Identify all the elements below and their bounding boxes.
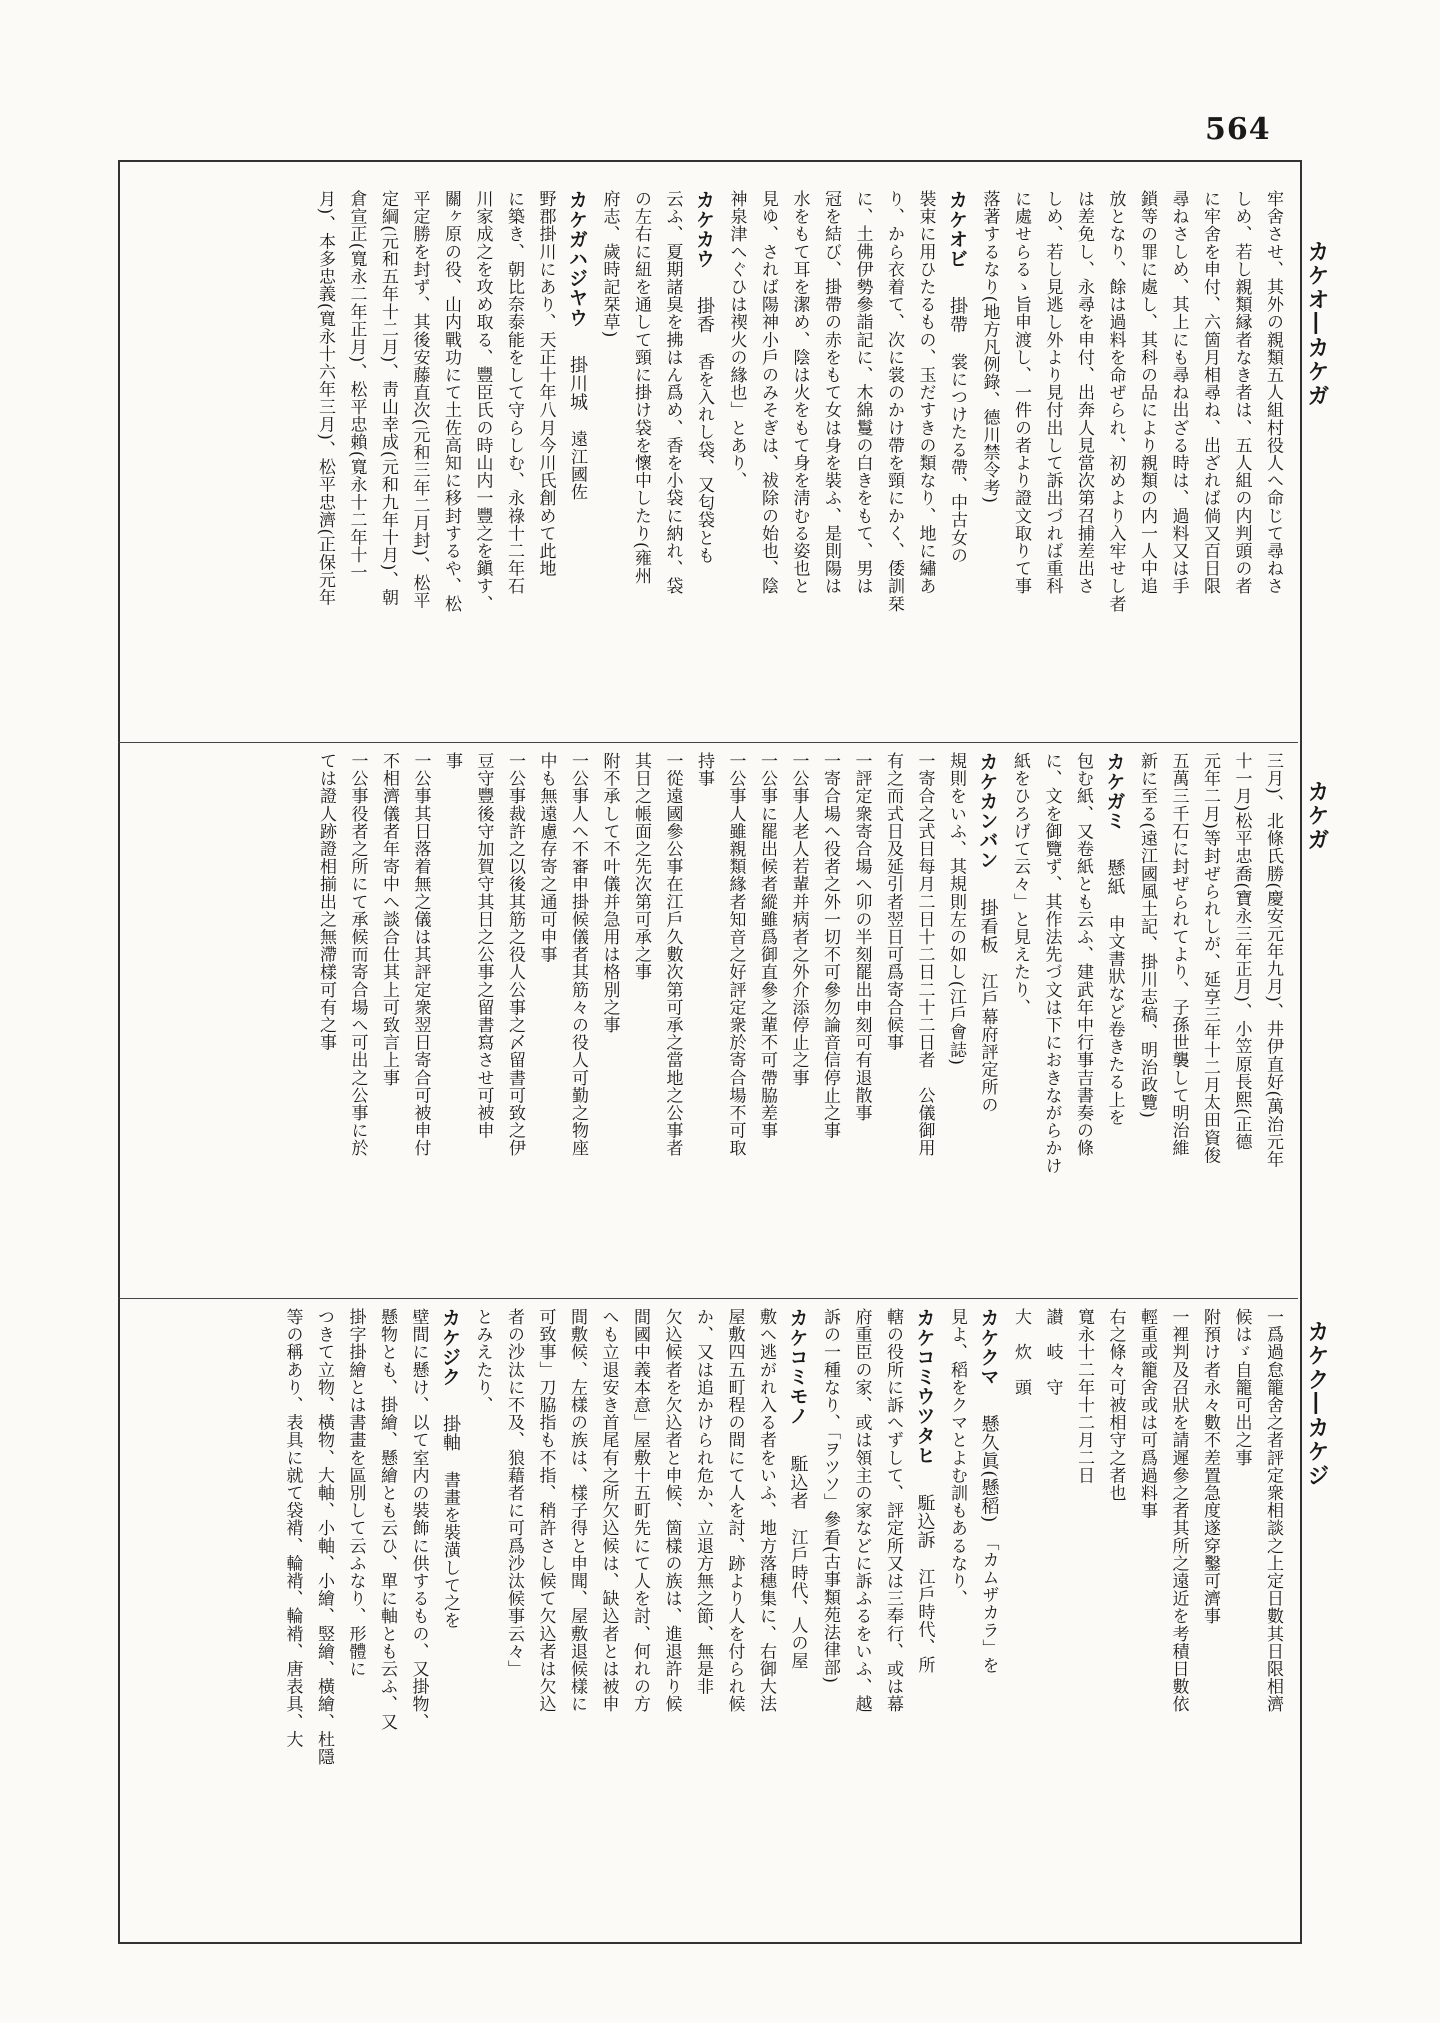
entry-definition-start: 香を入れし袋、又匂袋とも [694,352,714,565]
text-line: 放となり、餘は過料を命ぜられ、初めより入牢せし者 [1105,190,1126,613]
text-tier-2 [128,752,1288,1292]
text-line: 平定勝を封ず、其後安藤直次(元和三年二月封)、松平 [409,190,430,610]
text-line: 懸物とも、掛繪、懸繪とも云ひ、單に軸とも云ふ、又 [377,1308,397,1731]
text-line: 野郡掛川にあり、天正十年八月今川氏創めて此地 [535,190,556,578]
text-tier-3 [128,1308,1288,1930]
text-line: 間國中義本意」屋敷十五町先にて人を討、何れの方 [630,1308,650,1713]
text-line: に處せらるゝ旨申渡し、一件の者より證文取りて事 [1011,190,1031,595]
text-line: 十一月)松平忠喬(寶永三年正月)、小笠原長熙(正德 [1231,752,1252,1151]
entry-kanji: 掛川城 [567,337,588,431]
text-line: か、又は追かけられ危か、立退方無之節、無是非 [693,1308,713,1696]
entry-kanji: 懸紙 [1104,840,1126,915]
text-line: 候はゞ自籠可出之事 [1231,1308,1252,1467]
text-line: 一爲過怠籠舍之者評定衆相談之上定日數其日限相濟 [1263,1308,1283,1713]
text-line: 鎖等の罪に處し、其科の品により親類の内一人中追 [1137,190,1157,595]
text-line: 一公事役者之所にて承候而寄合場へ可出之公事に於 [347,752,368,1157]
entry-definition-start: 江戶幕府評定所の [977,972,998,1114]
text-line: 一寄合之式日每月二日十二日二十二日者 公儀御用 [914,752,935,1157]
page-number: 564 [1205,112,1271,147]
entry-kanji: 掛軸 [440,1396,461,1471]
text-line: 一裡判及召狀を請遲參之者其所之遠近を考積日數依 [1168,1308,1189,1713]
text-line: 牢舍させ、其外の親類五人組村役人へ命じて尋ねさ [1263,190,1283,595]
entry-definition-start: 遠江國佐 [567,430,587,501]
text-line: 府重臣の家、或は領主の家などに訴ふるをいふ、越 [851,1308,872,1713]
text-line: 五萬三千石に封ぜられてより、子孫世襲して明治維 [1168,752,1189,1157]
entry-headword: カケコミウツタヒ [913,1308,936,1465]
text-line: 事 [442,752,462,770]
entry-definition-start: 裳につけたる帶、中古女の [947,352,967,565]
text-line: 附不承して不叶儀并急用は格別之事 [599,752,620,1034]
text-line: 持事 [694,752,714,788]
text-line: 一從遠國參公事在江戶久數次第可承之當地之公事者 [662,752,683,1157]
entry-headline [972,1308,1005,1930]
entry-headword: カケカウ [693,190,715,269]
text-line: に、文を御覽ず、其作法先づ文は下におきながらかけ [1041,752,1062,1175]
entry-headword: カケクマ [977,1308,1000,1387]
text-line: 中も無遠慮存寄之通可申事 [536,752,557,964]
text-line: 訴の一種なり、「ヲツソ」參看(古事類苑法律部) [820,1308,840,1684]
entry-definition-start: 江戶時代、人の屋 [787,1528,808,1670]
text-line: 可致事」刀脇指も不指、稍許さし候て欠込者は欠込 [535,1308,556,1713]
text-line: ては證人跡證相揃出之無滯樣可有之事 [316,752,336,1052]
text-line: に牢舍を申付、六箇月相尋ね、出ざれば倘又百日限 [1200,190,1220,595]
entry-headline [908,1308,941,1930]
entry-headline [1098,752,1131,1292]
text-line: の左右に紐を通して頸に掛け袋を懷中したり(雍州 [631,190,651,585]
text-line: 定綱(元和五年十二月)、靑山幸成(元和九年十月)、朝 [378,190,398,607]
text-line: 不相濟儀者年寄中へ談合仕其上可致言上事 [379,752,399,1087]
text-line: 讃 岐 守 [1042,1308,1063,1396]
text-line: り、から衣着て、次に裳のかけ帶を頸にかく、倭訓栞 [884,190,904,613]
text-line: しめ、若し見逃し外より見付出して訴出づれば重科 [1042,190,1063,595]
entry-kanji: 掛帶 [947,278,968,353]
entry-kanji: 掛香 [694,278,715,353]
entry-headline [971,752,1004,1292]
text-line: 月)、本多忠義(寬永十六年三月)、松平忠濟(正保元年 [315,190,335,607]
text-line: しめ、若し親類縁者なき者は、五人組の内判頭の者 [1231,190,1252,595]
text-line: 裝束に用ひたるもの、玉だすきの類なり、地に繡あ [915,190,936,595]
entry-headword: カケガハジヤウ [566,190,588,328]
text-line: 府志、歲時記栞草) [599,190,620,339]
text-line: 一寄合場へ役者之外一切不可參勿論音信停止之事 [820,752,840,1140]
text-line: 一評定衆寄合場へ卯の半刻罷出申刻可有退散事 [851,752,872,1122]
running-head-3: カケク―カケジ [1304,1320,1330,1488]
entry-headword: カケオビ [946,190,968,269]
text-line: 大 炊 頭 [1011,1308,1031,1396]
text-line: 有之而式日及延引者翌日可爲寄合候事 [883,752,903,1052]
entry-headword: カケジク [439,1308,461,1387]
text-line: 者の沙汰に不及、狼藉者に可爲沙汰候事云々」 [504,1308,524,1678]
text-line: 豆守豐後守加賀守其日之公事之留書寫させ可被申 [473,752,494,1140]
text-line: 三月)、北條氏勝(慶安元年九月)、井伊直好(萬治元年 [1263,752,1283,1169]
text-line: 倉宣正(寬永二年正月)、松平忠賴(寬永十二年十一 [346,190,367,582]
text-line: 一公事人老人若輩并病者之外介添停止之事 [788,752,809,1087]
entry-headline [781,1308,814,1930]
text-line: 見ゆ、されば陽神小戶のみそぎは、祓除の始也、陰 [758,190,778,595]
entry-headline [561,190,594,738]
text-line: つきて立物、橫物、大軸、小軸、小繪、竪繪、橫繪、杜隱 [314,1308,334,1766]
text-line: 其日之帳面之先次第可承之事 [631,752,651,981]
entry-headword: カケカンバン [976,752,999,870]
divider-1 [118,742,1298,743]
text-line: は差免し、永尋を申付、出奔人見當次第召捕差出さ [1074,190,1094,595]
entry-kanji: 掛看板 [977,879,999,973]
text-tier-1 [128,190,1288,738]
entry-headline [941,190,974,738]
text-line: 規則をいふ、其規則左の如し(江戶會誌) [946,752,966,1066]
text-line: 欠込候者を欠込者と申候、箇樣の族は、進退許り候 [661,1308,682,1713]
text-line: 等の稱あり、表具に就て袋褙、輪褙、輪褙、唐表具、大 [282,1308,303,1748]
text-line: 間敷候、左樣の族は、樣子得と申聞、屋敷退候樣に [567,1308,587,1713]
text-line: 尋ねさしめ、其上にも尋ね出ざる時は、過料又は手 [1168,190,1189,595]
entry-headword: カケガミ [1103,752,1126,831]
text-line: 轄の役所に訴へずして、評定所又は三奉行、或は幕 [883,1308,903,1713]
text-line: 敷へ逃がれ入る者をいふ、地方落穗集に、右御大法 [756,1308,776,1713]
running-head-2: カケガ [1304,780,1330,852]
text-line: 一公事人へ不審申掛候儀者其筋々の役人可勤之物座 [568,752,588,1157]
text-line: 一公事其日落着無之儀は其評定衆翌日寄合可被申付 [410,752,431,1157]
text-line: 輕重或籠舍或は可爲過料事 [1137,1308,1157,1520]
text-line: 云ふ、夏期諸臭を拂はん爲め、香を小袋に納れ、袋 [662,190,683,595]
text-line: 一公事に罷出候者縱雖爲御直參之輩不可帶脇差事 [757,752,777,1140]
entry-headline [688,190,721,738]
entry-kanji: 駈込者 [787,1435,809,1529]
entry-definition-start: 「カムザカラ」を [978,1541,999,1675]
text-line: 掛字掛繪とは書畫を區別して云ふなり、形體に [345,1308,366,1678]
text-line: 見よ、稻をクマとよむ訓もあるなり、 [947,1308,967,1608]
text-line: 一公事人雖親類緣者知音之好評定衆於寄合場不可取 [725,752,746,1157]
entry-definition-start: 江戶時代、所 [914,1567,935,1674]
entry-kanji: 駈込訴 [914,1474,936,1568]
text-line: 屋敷四五町程の間にて人を討、跡より人を付られ候 [724,1308,745,1713]
text-line: 右之條々可被相守之者也 [1105,1308,1126,1502]
text-line: 冠を結び、掛帶の赤をもて女は身を裝ふ、是則陽は [821,190,841,595]
divider-2 [118,1298,1298,1299]
text-line: に築き、朝比奈泰能をして守らしむ、永祿十二年石 [504,190,524,595]
text-line: 包む紙、又卷紙とも云ふ、建武年中行事吉書奏の條 [1073,752,1093,1157]
text-line: 新に至る(遠江國風土記、掛川志稿、明治政覽) [1137,752,1157,1119]
text-line: 川家成之を攻め取る、豐臣氏の時山内一豐之を鎭す、 [472,190,493,613]
text-line: 紙をひろげて云々」と見えたり、 [1010,752,1030,1016]
text-line: 落著するなり(地方凡例錄、德川禁令考) [979,190,1000,504]
text-line: 寬永十二年十二月二日 [1074,1308,1094,1484]
text-line: へも立退安き首尾有之所欠込候は、缺込者とは被申 [598,1308,619,1713]
running-head-1: カケオ―カケガ [1304,240,1330,408]
text-line: 附預け者永々數不差置急度遂穿鑿可濟事 [1200,1308,1220,1625]
text-line: 壁間に懸け、以て室内の裝飾に供するもの、又掛物、 [408,1308,429,1731]
entry-headword: カケコミモノ [786,1308,809,1426]
text-line: に、土佛伊勢參詣記に、木綿鬘の白きをもて、男は [852,190,873,595]
entry-definition-start: 書畫を裝潢して之を [440,1470,460,1630]
text-line: とみえたり、 [472,1308,493,1414]
text-line: 元年二月)等封ぜられしが、延享三年十二月太田資俊 [1200,752,1220,1165]
text-line: 關ヶ原の役、山内戰功にて土佐高知に移封するや、松 [441,190,461,613]
entry-kanji: 懸久眞(懸稻) [978,1396,1000,1542]
entry-headline [434,1308,467,1930]
text-line: 一公事裁許之以後其筋之役人公事之〆留書可致之伊 [505,752,525,1157]
text-line: 神泉津へぐひは禊火の緣也」とあり、 [726,190,747,490]
entry-definition-start: 申文書狀など卷きたる上を [1104,914,1125,1127]
text-line: 水をもて耳を潔め、陰は火をもて身を淸むる姿也と [789,190,810,595]
